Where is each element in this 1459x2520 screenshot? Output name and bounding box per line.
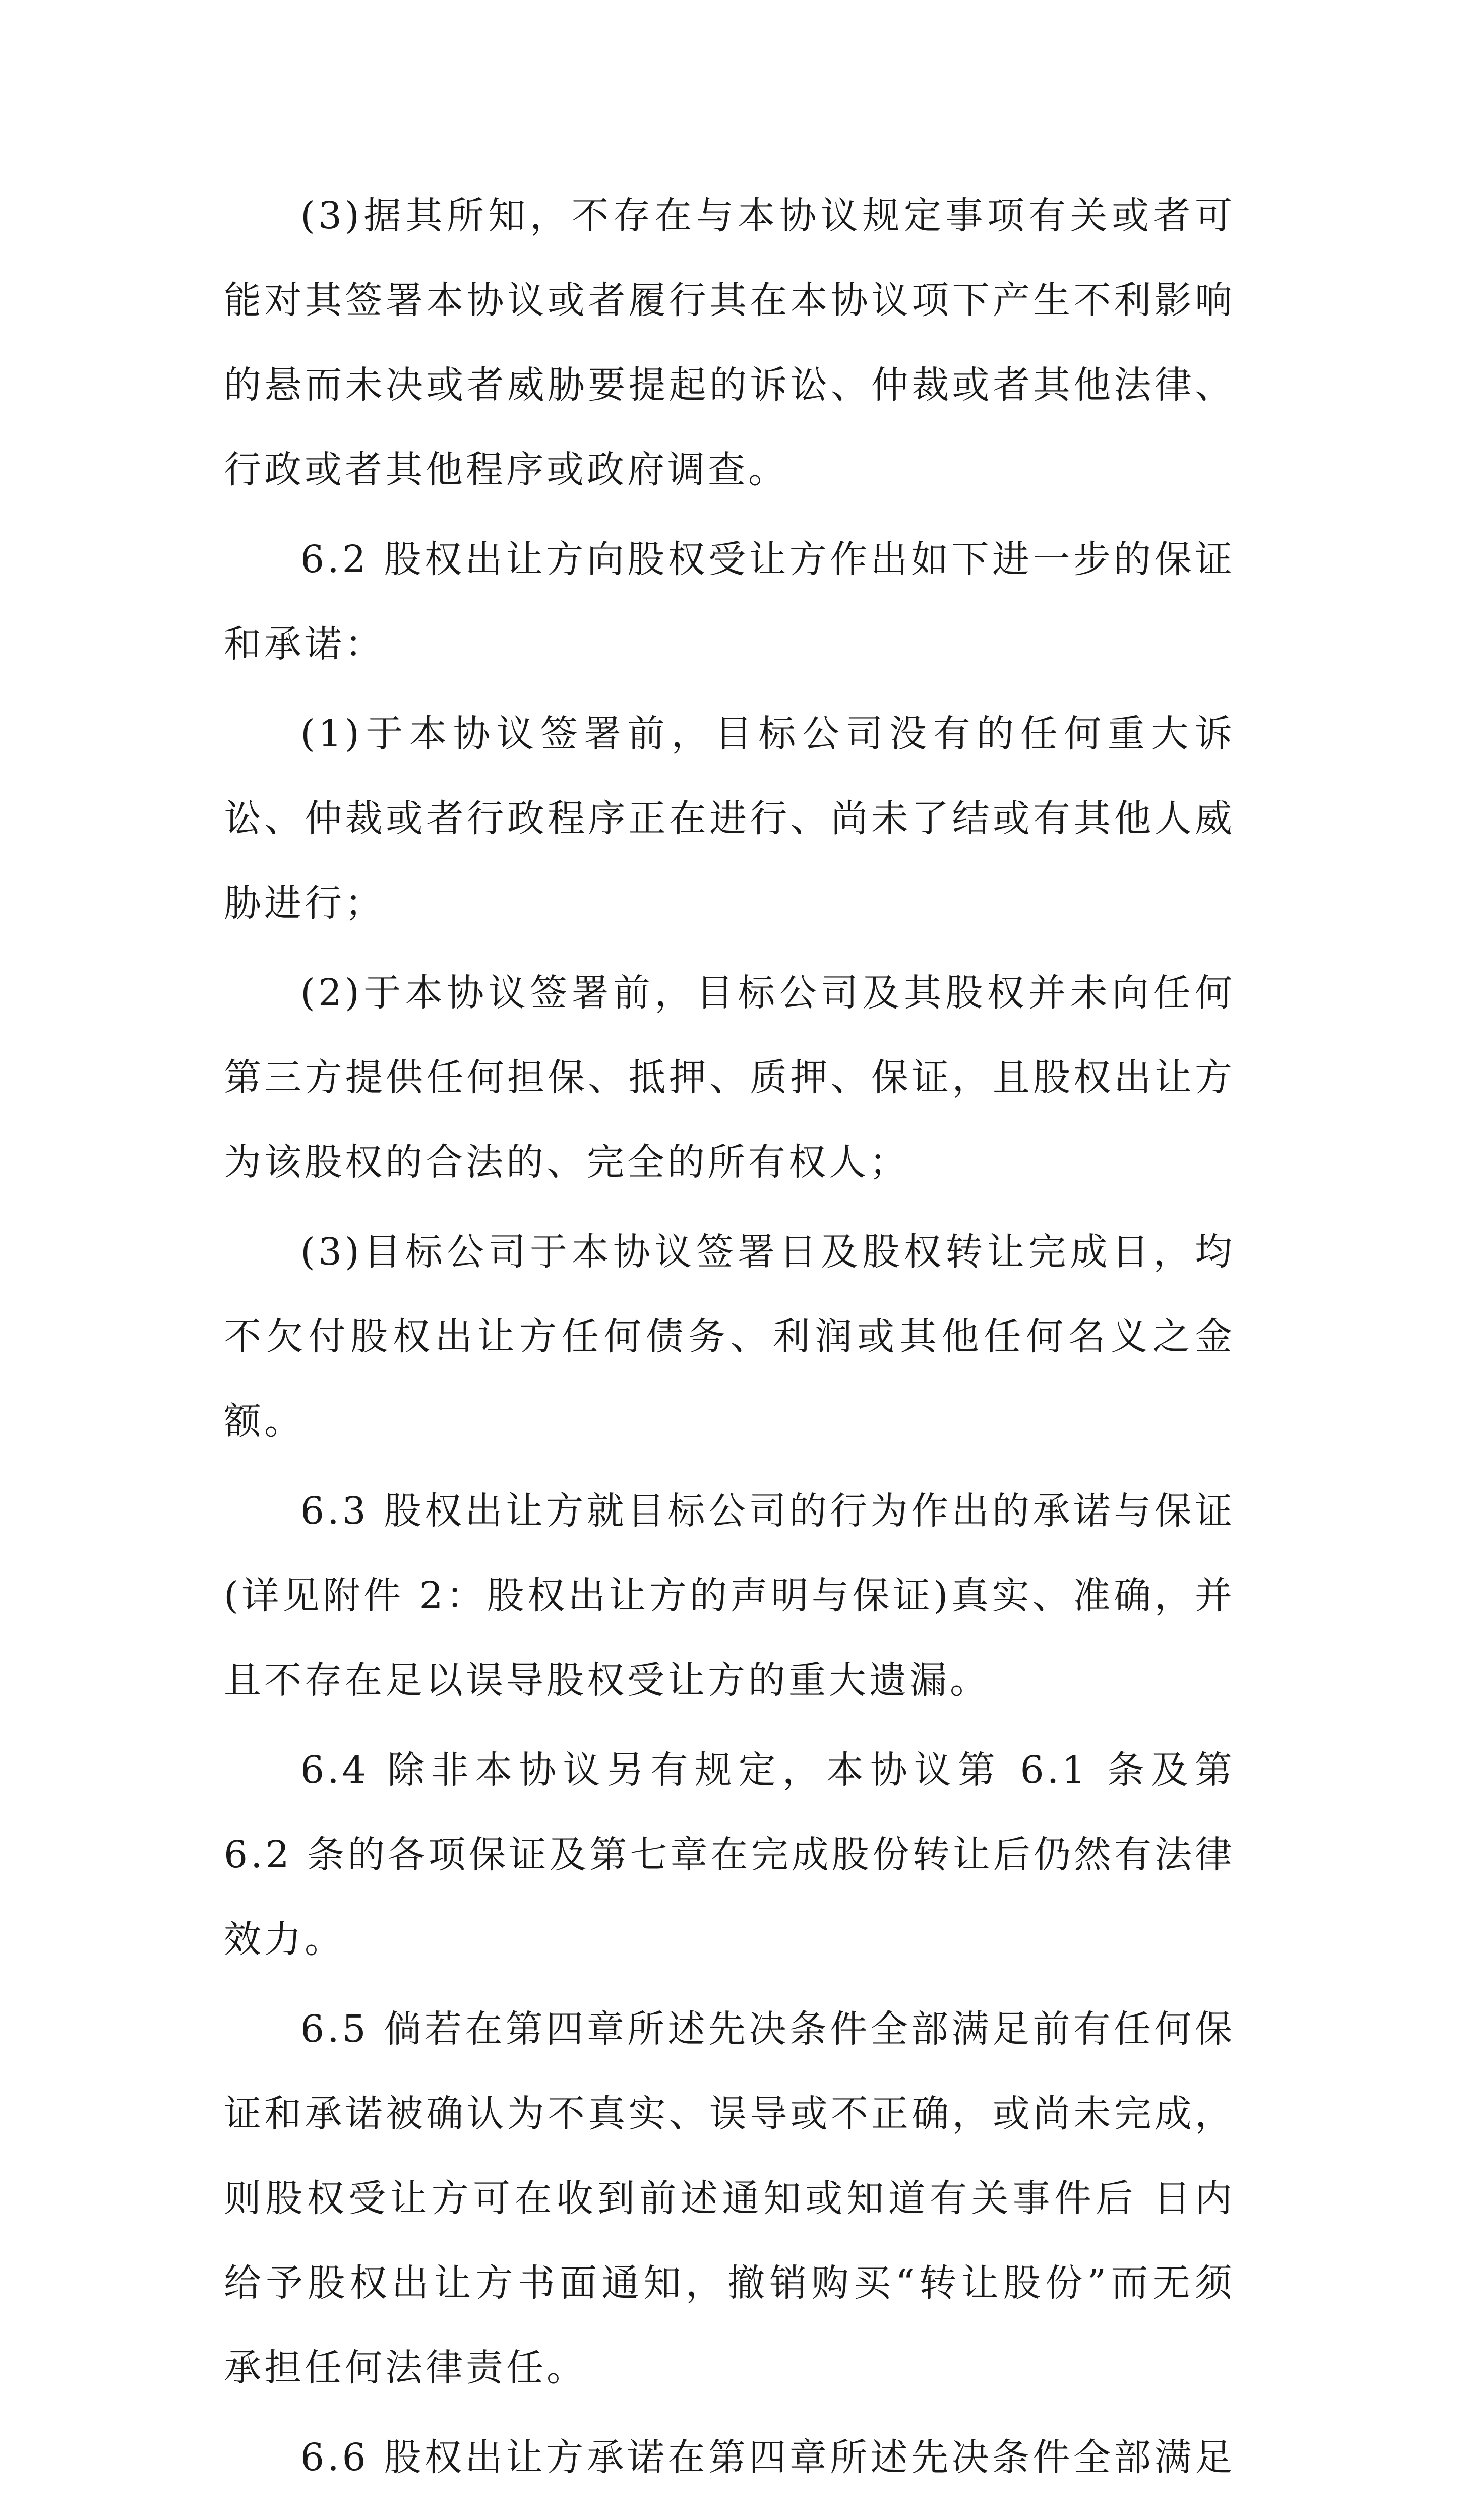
paragraph-item-1-no-proceedings: (1)于本协议签署前，目标公司没有的任何重大诉讼、仲裁或者行政程序正在进行、尚未了结或有其他人威胁进行； bbox=[224, 712, 1235, 925]
paragraph-clause-6-4: 6.4 除非本协议另有规定，本协议第 6.1 条及第 6.2 条的各项保证及第七章在完成股份转让后仍然有法律效力。 bbox=[224, 1748, 1235, 1961]
paragraph-clause-6-2: 6.2 股权出让方向股权受让方作出如下进一步的保证和承诺： bbox=[224, 538, 1235, 666]
paragraph-item-3-no-debts: (3)目标公司于本协议签署日及股权转让完成日，均不欠付股权出让方任何债务、利润或其他任何名义之金额。 bbox=[224, 1230, 1235, 1443]
paragraph-clause-6-5: 6.5 倘若在第四章所述先决条件全部满足前有任何保证和承诺被确认为不真实、误导或不正确，或尚未完成，则股权受让方可在收到前述通知或知道有关事件后 日内给予股权出让方书面通知，撤销购买“转让股份”而无须承担任何法律责任。 bbox=[224, 2007, 1235, 2389]
paragraph-warranty-3-no-litigation: (3)据其所知，不存在与本协议规定事项有关或者可能对其签署本协议或者履行其在本协议项下产生不利影响的悬而未决或者威胁要提起的诉讼、仲裁或者其他法律、行政或者其他程序或政府调查。 bbox=[224, 194, 1235, 491]
paragraph-item-2-no-guarantees: (2)于本协议签署前，目标公司及其股权并未向任何第三方提供任何担保、抵押、质押、保证，且股权出让方为该股权的合法的、完全的所有权人； bbox=[224, 971, 1235, 1184]
paragraph-clause-6-6: 6.6 股权出让方承诺在第四章所述先决条件全部满足 bbox=[300, 2436, 1235, 2479]
document-body bbox=[224, 173, 1235, 2520]
paragraph-clause-6-3: 6.3 股权出让方就目标公司的行为作出的承诺与保证(详见附件 2：股权出让方的声明与保证)真实、准确，并且不存在足以误导股权受让方的重大遗漏。 bbox=[224, 1489, 1235, 1702]
